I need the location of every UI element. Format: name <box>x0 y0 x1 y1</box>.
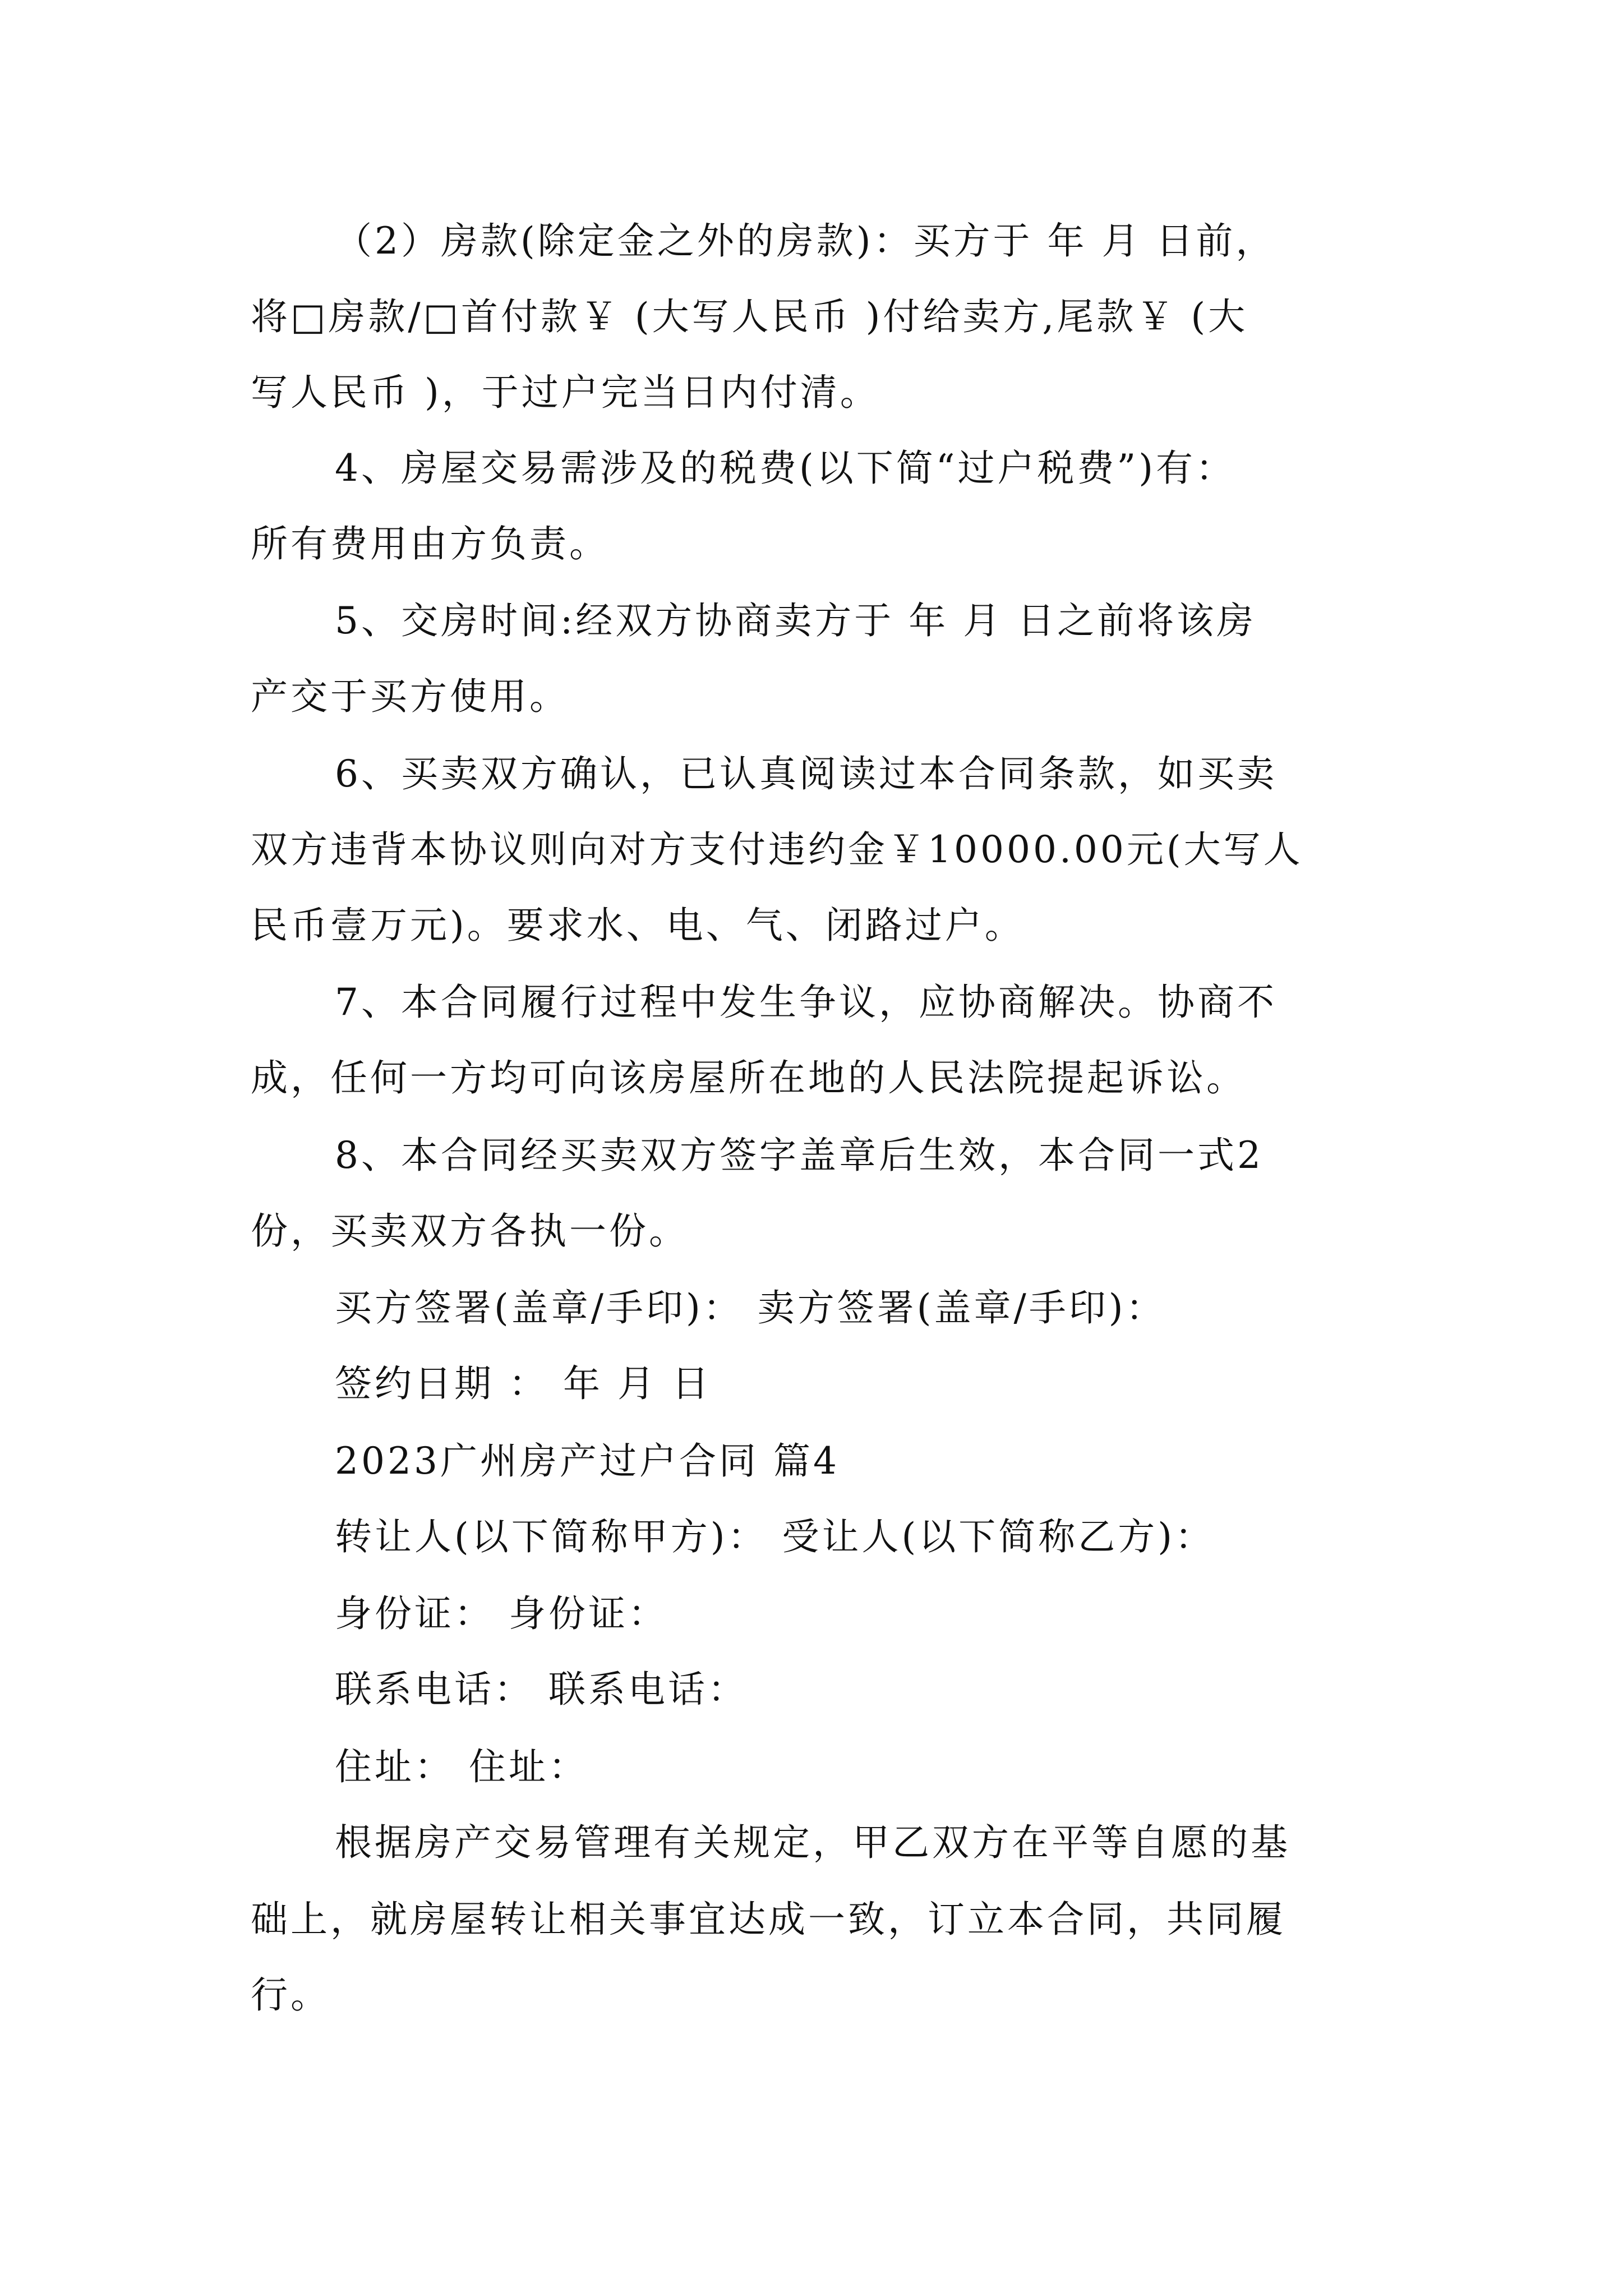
section-heading: 2023广州房产过户合同 篇4 <box>335 1439 840 1483</box>
paragraph-line: 5、交房时间:经双方协商卖方于 年 月 日之前将该房 <box>335 599 1257 642</box>
paragraph-line: 根据房产交易管理有关规定，甲乙双方在平等自愿的基 <box>335 1821 1290 1864</box>
paragraph-line: 将□房款/□首付款￥ (大写人民币 )付给卖方,尾款￥ (大 <box>251 295 1248 338</box>
paragraph-line: 础上，就房屋转让相关事宜达成一致，订立本合同，共同履 <box>251 1898 1286 1941</box>
signing-date: 签约日期 ： 年 月 日 <box>335 1362 712 1405</box>
paragraph-line: 民币壹万元)。要求水、电、气、闭路过户。 <box>251 904 1025 947</box>
paragraph-line: 所有费用由方负责。 <box>251 522 609 565</box>
paragraph-line: 份，买卖双方各执一份。 <box>251 1209 689 1253</box>
paragraph-line: 成，任何一方均可向该房屋所在地的人民法院提起诉讼。 <box>251 1056 1246 1099</box>
paragraph-line: 双方违背本协议则向对方支付违约金￥10000.00元(大写人 <box>251 828 1303 871</box>
signature-labels: 买方签署(盖章/手印)： 卖方签署(盖章/手印)： <box>335 1286 1166 1329</box>
paragraph-line: 行。 <box>251 1973 330 2017</box>
paragraph-line: 8、本合同经买卖双方签字盖章后生效，本合同一式2 <box>335 1134 1264 1177</box>
paragraph-line: 产交于买方使用。 <box>251 675 569 718</box>
paragraph-line: （2）房款(除定金之外的房款)：买方于 年 月 日前， <box>335 219 1276 263</box>
phone-labels: 联系电话： 联系电话： <box>335 1668 748 1711</box>
paragraph-line: 4、房屋交易需涉及的税费(以下简“过户税费”)有： <box>335 447 1235 490</box>
paragraph-line: 7、本合同履行过程中发生争议，应协商解决。协商不 <box>335 981 1277 1024</box>
party-labels: 转让人(以下简称甲方)： 受让人(以下简称乙方)： <box>335 1515 1215 1558</box>
address-labels: 住址： 住址： <box>335 1745 588 1788</box>
paragraph-line: 写人民币 )，于过户完当日内付清。 <box>251 371 880 414</box>
id-card-labels: 身份证： 身份证： <box>335 1592 668 1635</box>
paragraph-line: 6、买卖双方确认，已认真阅读过本合同条款，如买卖 <box>335 752 1277 795</box>
